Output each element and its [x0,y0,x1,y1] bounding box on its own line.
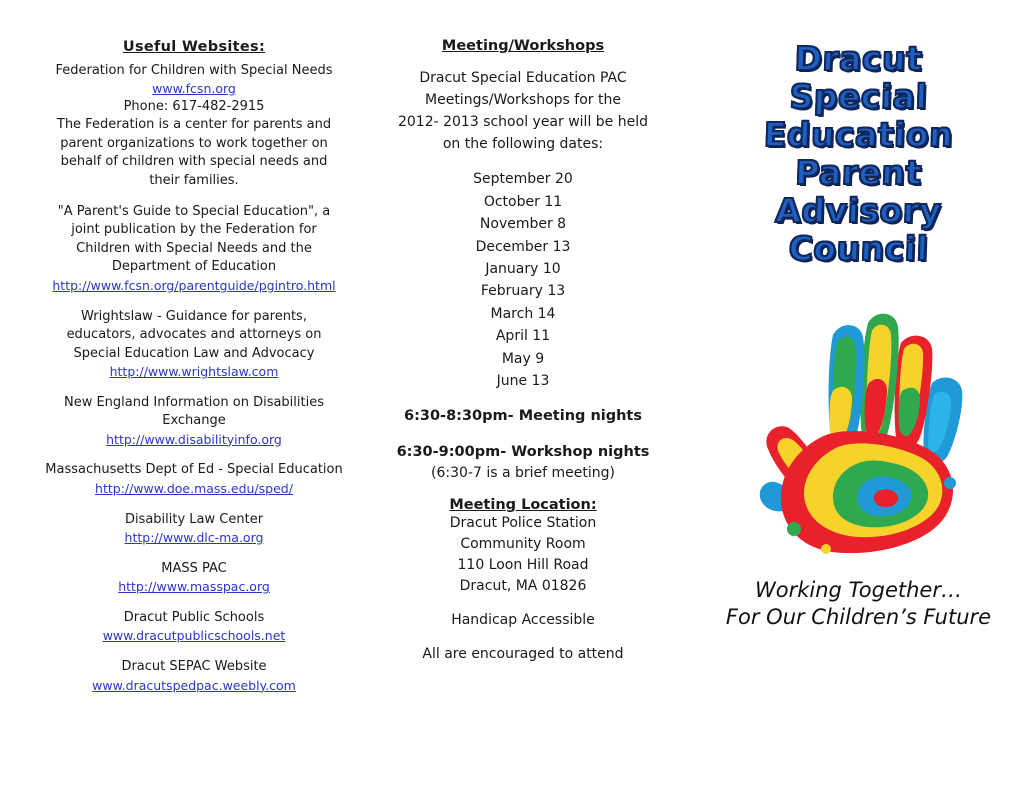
resource-link[interactable]: www.dracutpublicschools.net [102,628,286,644]
resource-line: Department of Education [111,259,277,275]
location-line: Community Room [460,536,586,553]
intro-line: on the following dates: [442,136,604,153]
resource-link[interactable]: http://www.wrightslaw.com [109,363,279,379]
meeting-date: May 9 [501,350,545,367]
resource-block-sepac-site [44,658,344,694]
meeting-date: December 13 [475,238,571,255]
title-line: Special [788,77,929,116]
resource-link[interactable]: http://www.doe.mass.edu/sped/ [95,480,293,496]
spacer [368,631,678,644]
resource-line: The Federation is a center for parents and [56,117,332,133]
resource-block-masspac [44,560,344,596]
spacer [368,484,678,497]
resource-line: New England Information on Disabilities [63,394,325,410]
spacer [368,392,678,405]
meeting-date: March 14 [490,305,556,322]
location-line: Dracut Police Station [449,515,597,532]
resource-line: Federation for Children with Special Needs [55,62,333,78]
resource-line: Massachusetts Dept of Ed - Special Education [45,462,343,478]
resource-link[interactable]: http://www.disabilityinfo.org [106,431,282,447]
meeting-hours: 6:30-8:30pm- Meeting nights [403,408,642,425]
spacer [44,295,344,308]
resource-line: Special Education Law and Advocacy [73,345,315,361]
resource-block-mass-doe [44,461,344,497]
accessibility-note: Handicap Accessible [451,612,595,629]
invitation-note: All are encouraged to attend [422,646,624,663]
spacer [368,155,678,168]
resource-link[interactable]: www.fcsn.org [152,81,236,97]
intro-line: Meetings/Workshops for the [425,92,621,109]
resource-link[interactable]: http://www.fcsn.org/parentguide/pgintro.html [52,277,336,293]
spacer [44,381,344,394]
spacer [368,54,678,67]
resource-block-wrightslaw [44,308,344,381]
meeting-date: April 11 [495,328,551,345]
spacer [44,645,344,658]
location-line: Dracut, MA 01826 [459,578,587,595]
resource-line: Wrightslaw - Guidance for parents, [81,308,307,324]
meeting-dates-list [368,168,678,392]
resource-link[interactable]: www.dracutspedpac.weebly.com [92,677,296,693]
resource-block-federation [44,62,344,190]
resource-block-parents-guide [44,203,344,295]
resource-link[interactable]: http://www.dlc-ma.org [124,530,264,546]
resource-line: joint publication by the Federation for [71,222,317,238]
useful-websites-heading: Useful Websites: [122,39,266,55]
resource-line: parent organizations to work together on [60,135,328,151]
resource-line: Children with Special Needs and the [76,240,312,256]
title-line: Parent [794,153,923,192]
spacer [44,596,344,609]
painted-handprint-icon [734,287,984,557]
middle-panel [358,38,688,790]
location-line: 110 Loon Hill Road [457,557,589,574]
resource-line: Exchange [162,413,226,429]
meeting-location-heading: Meeting Location: [449,497,597,514]
title-line: Advisory [774,191,943,230]
intro-line: Dracut Special Education PAC [419,70,627,86]
workshop-note: (6:30-7 is a brief meeting) [431,465,615,482]
meeting-date: February 13 [480,283,566,300]
tagline-line: Working Together… [755,578,962,602]
resource-line: MASS PAC [161,560,227,576]
resource-link[interactable]: http://www.masspac.org [118,579,270,595]
spacer [44,448,344,461]
workshop-hours: 6:30-9:00pm- Workshop nights [396,443,650,460]
resource-line: behalf of children with special needs and [60,154,328,170]
meeting-date: October 11 [483,193,563,210]
resource-block-dracut-schools [44,609,344,645]
resource-block-neindex [44,394,344,449]
resource-line: Dracut Public Schools [123,609,265,625]
resource-block-dlc [44,511,344,547]
spacer [44,190,344,203]
meeting-date: June 13 [496,372,550,389]
cover-title [706,39,1011,268]
tagline-line: For Our Children’s Future [725,605,992,630]
cover-panel [688,38,1017,790]
title-line: Education [763,115,954,154]
spacer [368,428,678,441]
meeting-date: January 10 [485,261,561,277]
cover-tagline [706,577,1011,632]
resource-line: educators, advocates and attorneys on [66,327,322,343]
meeting-date: November 8 [479,216,567,233]
resource-line: their families. [149,172,239,188]
title-line: Dracut [793,39,924,78]
resource-line: Disability Law Center [124,511,264,527]
meeting-workshops-heading: Meeting/Workshops [441,38,605,54]
left-panel [18,38,358,790]
resource-line: "A Parent's Guide to Special Education", a [57,204,331,220]
intro-line: 2012- 2013 school year will be held [397,114,648,131]
spacer [44,498,344,511]
resource-line: Phone: 617-482-2915 [123,98,265,114]
title-line: Council [788,229,929,268]
resource-line: Dracut SEPAC Website [121,659,267,675]
meeting-date: September 20 [473,171,573,188]
spacer [44,547,344,560]
spacer [368,597,678,610]
